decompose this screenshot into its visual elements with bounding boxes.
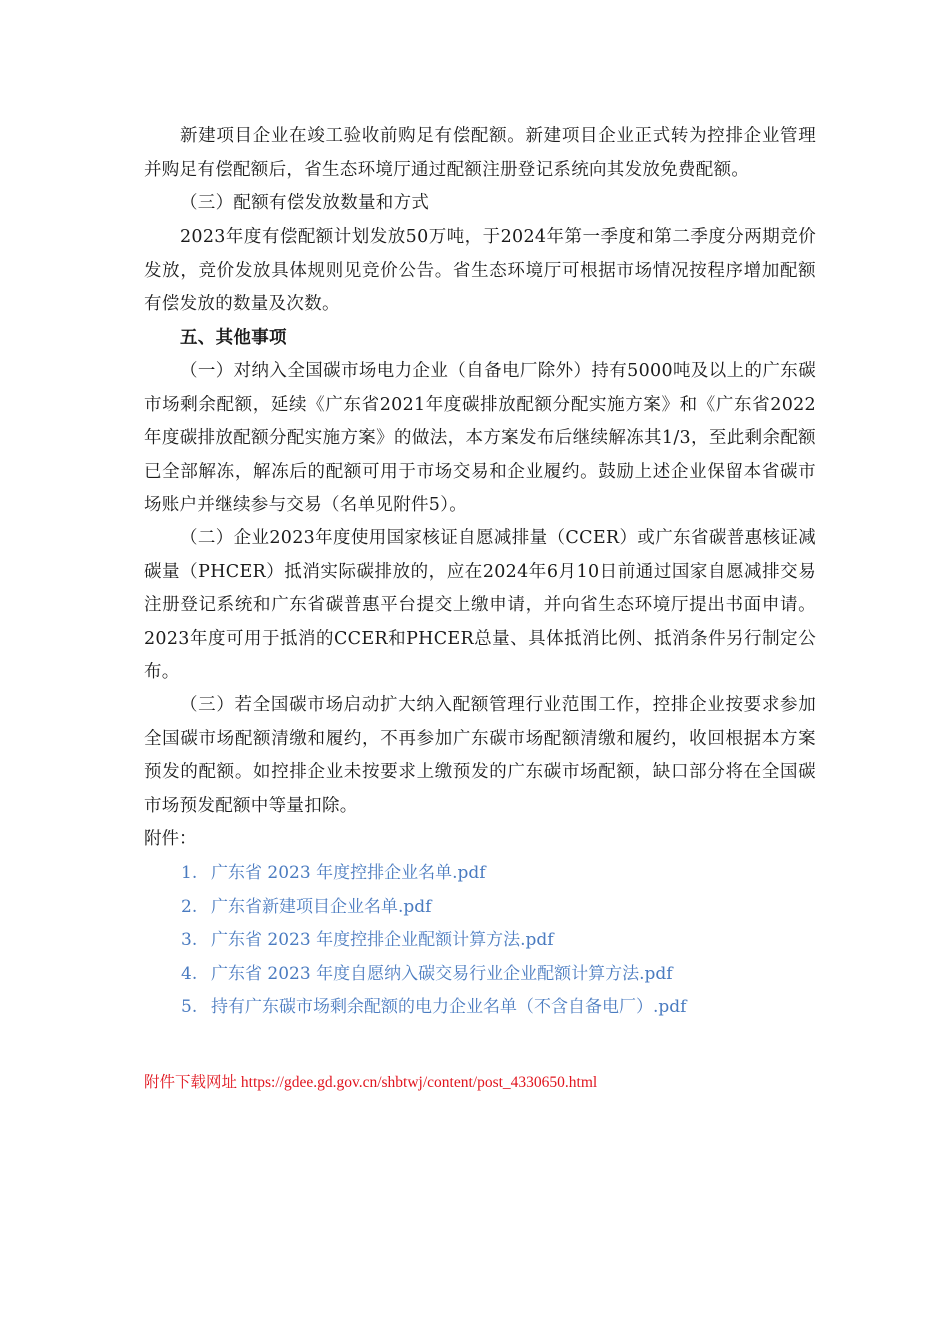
section-heading-other-matters: 五、其他事项 [180, 328, 287, 348]
paragraph-other-1: （一）对纳入全国碳市场电力企业（自备电厂除外）持有5000吨及以上的广东碳市场剩余配额，延续《广东省2021年度碳排放配额分配实施方案》和《广东省2022年度碳排放配额分配实施方案》的做法，本方案发布后继续解冻其1/3，至此剩余配额已全部解冻，解冻后的配额可用于市场交易和企业履约。鼓励上述企业保留本省碳市场账户并继续参与交易（名单见附件5）。 [144, 361, 816, 515]
subheading-paid-allocation: （三）配额有偿发放数量和方式 [180, 193, 430, 213]
attachment-name: 广东省 2023 年度控排企业配额计算方法.pdf [211, 930, 554, 950]
paragraph-paid-allocation: 2023年度有偿配额计划发放50万吨，于2024年第一季度和第二季度分两期竞价发放，竞价发放具体规则见竞价公告。省生态环境厅可根据市场情况按程序增加配额有偿发放的数量及次数。 [144, 227, 816, 314]
attachment-number: 5. [181, 997, 198, 1017]
attachments-label: 附件： [144, 829, 197, 849]
attachment-link-4[interactable] [181, 958, 686, 992]
download-line [144, 1070, 597, 1092]
paragraph-new-project: 新建项目企业在竣工验收前购足有偿配额。新建项目企业正式转为控排企业管理并购足有偿配额后，省生态环境厅通过配额注册登记系统向其发放免费配额。 [144, 126, 816, 180]
attachment-name: 广东省 2023 年度自愿纳入碳交易行业企业配额计算方法.pdf [211, 963, 673, 984]
attachment-link-5[interactable] [181, 991, 686, 1025]
attachment-link-3[interactable] [181, 924, 686, 958]
attachment-name: 广东省 2023 年度控排企业名单.pdf [211, 863, 486, 883]
attachment-number: 1. [181, 863, 198, 883]
attachment-number: 4. [181, 963, 198, 984]
download-label: 附件下载网址 [144, 1074, 238, 1091]
download-url-link[interactable]: https://gdee.gd.gov.cn/shbtwj/content/post_4330650.html [240, 1074, 598, 1091]
attachment-number: 3. [181, 930, 198, 950]
attachment-list [181, 857, 686, 1025]
attachment-name: 持有广东碳市场剩余配额的电力企业名单（不含自备电厂）.pdf [211, 997, 687, 1017]
paragraph-other-3: （三）若全国碳市场启动扩大纳入配额管理行业范围工作，控排企业按要求参加全国碳市场配额清缴和履约，不再参加广东碳市场配额清缴和履约，收回根据本方案预发的配额。如控排企业未按要求上缴预发的广东碳市场配额，缺口部分将在全国碳市场预发配额中等量扣除。 [144, 695, 816, 816]
attachment-number: 2. [181, 896, 198, 917]
attachment-link-1[interactable] [181, 857, 686, 891]
attachment-link-2[interactable] [181, 891, 686, 925]
paragraph-other-2: （二）企业2023年度使用国家核证自愿减排量（CCER）或广东省碳普惠核证减碳量（PHCER）抵消实际碳排放的，应在2024年6月10日前通过国家自愿减排交易注册登记系统和广东省碳普惠平台提交上缴申请，并向省生态环境厅提出书面申请。2023年度可用于抵消的CCER和PHCER总量、具体抵消比例、抵消条件另行制定公布。 [144, 528, 816, 682]
attachment-name: 广东省新建项目企业名单.pdf [211, 896, 432, 917]
